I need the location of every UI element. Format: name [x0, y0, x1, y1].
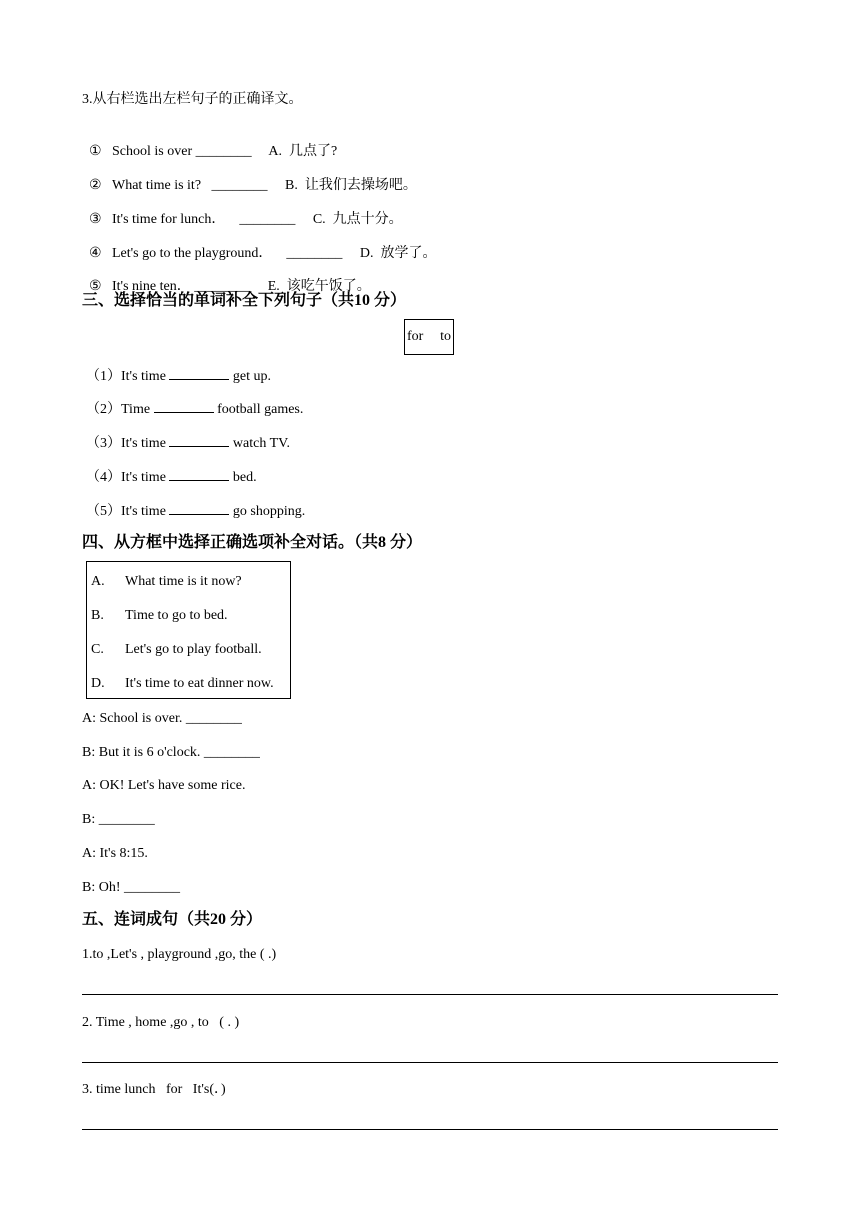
section-5-heading: [82, 911, 262, 929]
answer-blank[interactable]: ________: [194, 279, 251, 294]
answer-blank[interactable]: ________: [239, 212, 296, 227]
translation-item-1: [82, 125, 337, 161]
item-suffix: go shopping.: [232, 504, 306, 519]
word-choice-for: for: [407, 329, 424, 344]
answer-blank[interactable]: ________: [203, 745, 260, 760]
item-text: What time is it?: [112, 178, 202, 193]
item-text: It's time for lunch．: [112, 212, 226, 227]
answer-line-1[interactable]: [82, 994, 778, 995]
item-text: Let's go to the playground．: [112, 246, 273, 261]
translation-item-5: [82, 260, 371, 296]
fill-item-5: [86, 502, 305, 521]
dialogue-line-3: [82, 777, 245, 795]
item-suffix: football games.: [217, 402, 304, 417]
option-text: Time to go to bed.: [125, 608, 228, 623]
answer-blank[interactable]: ________: [211, 178, 268, 193]
heading-text: 五、连词成句（共: [82, 911, 211, 928]
fill-item-1: [86, 367, 271, 386]
option-letter: C.: [91, 642, 104, 657]
answer-blank[interactable]: ________: [185, 711, 242, 726]
item-number: ③: [89, 212, 102, 227]
item-text: School is over: [112, 144, 193, 159]
translation-option: A. 几点了?: [268, 144, 338, 159]
translation-option: D. 放学了。: [359, 246, 437, 261]
item-prefix: （3）It's time: [86, 436, 166, 451]
answer-blank[interactable]: [169, 468, 229, 481]
word-choice-to: to: [440, 329, 451, 344]
option-d: [91, 675, 274, 693]
answer-blank[interactable]: [169, 502, 229, 515]
dialogue-text: B: Oh!: [82, 880, 121, 895]
option-text: Let's go to play football.: [125, 642, 262, 657]
option-letter: B.: [91, 608, 104, 623]
dialogue-text: A: It's 8:15.: [82, 846, 148, 861]
dialogue-line-4: [82, 811, 155, 829]
item-prefix: （1）It's time: [86, 369, 166, 384]
heading-unit: 分）: [374, 292, 407, 309]
section-4-heading: [82, 534, 422, 552]
option-b: [91, 607, 228, 625]
item-number: ①: [89, 144, 102, 159]
heading-text: 三、选择恰当的单词补全下列句子（共: [82, 292, 355, 309]
translation-item-2: [82, 159, 417, 195]
translation-item-4: [82, 227, 437, 263]
section-title-translation: 3.从右栏选出左栏句子的正确译文。: [82, 92, 303, 107]
heading-unit: 分）: [230, 911, 263, 928]
fill-item-3: [86, 434, 290, 453]
dialogue-text: A: School is over.: [82, 711, 183, 726]
section-3-heading: [82, 292, 406, 310]
sentence-item-1: 1.to ,Let's , playground ,go, the ( .): [82, 947, 277, 962]
heading-points: 8: [378, 534, 387, 551]
item-number: ④: [89, 246, 102, 261]
option-a: [91, 573, 242, 591]
dialogue-line-1: [82, 710, 242, 728]
heading-points: 20: [210, 911, 227, 928]
answer-line-3[interactable]: [82, 1129, 778, 1130]
translation-option: B. 让我们去操场吧。: [285, 178, 417, 193]
item-number: ⑤: [89, 279, 102, 294]
answer-blank[interactable]: ________: [98, 812, 155, 827]
answer-blank[interactable]: [169, 434, 229, 447]
dialogue-text: A: OK! Let's have some rice.: [82, 778, 246, 793]
item-suffix: watch TV.: [232, 436, 290, 451]
heading-points: 10: [354, 292, 371, 309]
sentence-item-3: 3. time lunch for It's(．): [82, 1082, 226, 1097]
option-c: [91, 641, 262, 659]
heading-text: 四、从方框中选择正确选项补全对话。（共: [82, 534, 379, 551]
dialogue-text: B: But it is 6 o'clock.: [82, 745, 201, 760]
item-prefix: （2）Time: [86, 402, 151, 417]
dialogue-line-5: [82, 845, 148, 863]
option-text: It's time to eat dinner now.: [125, 676, 274, 691]
dialogue-text: B:: [82, 812, 96, 827]
item-prefix: （5）It's time: [86, 504, 166, 519]
answer-blank[interactable]: [169, 367, 229, 380]
word-choice-box: [404, 319, 454, 355]
translation-item-3: [82, 193, 403, 229]
dialogue-line-6: [82, 879, 180, 897]
fill-item-4: [86, 468, 257, 487]
item-prefix: （4）It's time: [86, 470, 166, 485]
translation-option: C. 九点十分。: [312, 212, 403, 227]
answer-blank[interactable]: ________: [286, 246, 343, 261]
answer-line-2[interactable]: [82, 1062, 778, 1063]
item-number: ②: [89, 178, 102, 193]
dialogue-line-2: [82, 744, 260, 762]
option-text: What time is it now?: [125, 574, 242, 589]
sentence-item-2: 2. Time , home ,go , to ( . ): [82, 1015, 240, 1030]
answer-blank[interactable]: ________: [124, 880, 180, 895]
item-suffix: bed.: [232, 470, 257, 485]
heading-unit: 分）: [390, 534, 423, 551]
dialogue-options-box: [86, 561, 291, 699]
item-text: It's nine ten．: [112, 279, 191, 294]
item-suffix: get up.: [232, 369, 272, 384]
option-letter: A.: [91, 574, 105, 589]
answer-blank[interactable]: [154, 400, 214, 413]
fill-item-2: [86, 400, 303, 419]
translation-option: E. 该吃午饭了。: [267, 279, 371, 294]
option-letter: D.: [91, 676, 105, 691]
answer-blank[interactable]: ________: [195, 144, 252, 159]
